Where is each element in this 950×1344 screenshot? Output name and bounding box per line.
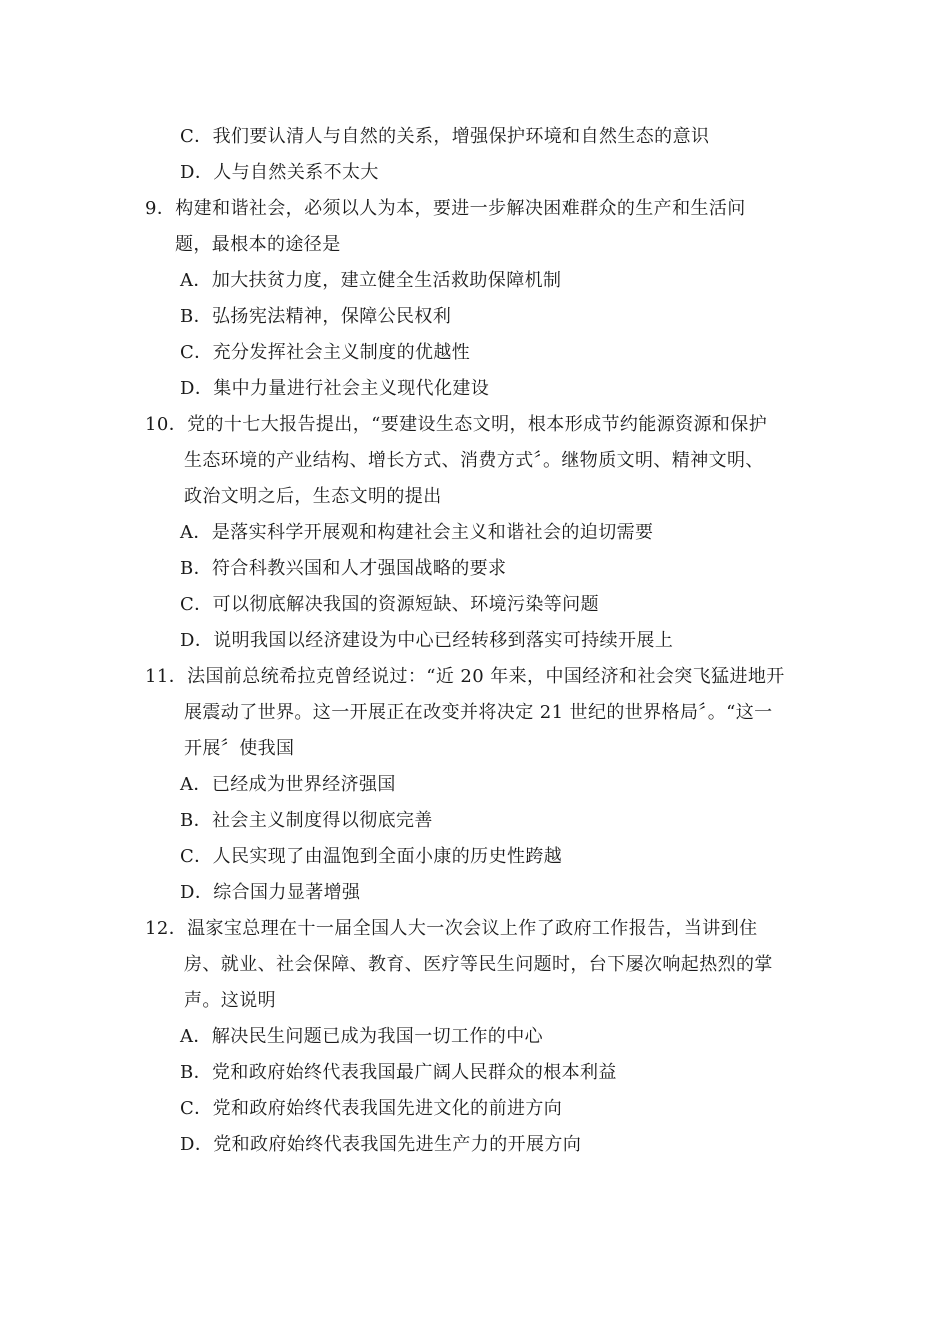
question-stem-text: 展震动了世界。这一开展正在改变并将决定 21 世纪的世界格局〞。“这一 [184,702,773,723]
question-number: 10． [145,414,188,435]
option-text: 社会主义制度得以彻底完善 [212,810,433,831]
option-letter: C． [180,342,213,363]
question-number: 12． [145,918,188,939]
option-letter: A． [180,270,212,291]
question-stem-line [184,449,764,473]
option-letter: C． [180,126,213,147]
option-text: 人民实现了由温饱到全面小康的历史性跨越 [212,846,563,867]
question-stem-line [145,197,746,221]
option-line [180,521,653,545]
question-stem-line [184,737,294,761]
option-line [180,341,470,365]
option-letter: A． [180,1026,212,1047]
option-text: 说明我国以经济建设为中心已经转移到落实可持续开展上 [213,630,674,651]
question-number: 9． [145,198,176,219]
option-letter: A． [180,774,212,795]
question-stem-text: 法国前总统希拉克曾经说过：“近 20 年来，中国经济和社会突飞猛进地开 [187,666,785,687]
option-letter: D． [180,882,214,903]
option-letter: D． [180,162,214,183]
option-text: 可以彻底解决我国的资源短缺、环境污染等问题 [212,594,599,615]
option-text: 党和政府始终代表我国最广阔人民群众的根本利益 [212,1062,617,1083]
option-line [180,125,709,149]
question-stem-line [145,917,758,941]
option-line [180,1061,617,1085]
option-letter: B． [180,1062,213,1083]
question-stem-text: 构建和谐社会，必须以人为本，要进一步解决困难群众的生产和生活问 [175,198,746,219]
option-line [180,1097,562,1121]
option-text: 集中力量进行社会主义现代化建设 [213,378,490,399]
question-stem-text: 党的十七大报告提出，“要建设生态文明，根本形成节约能源资源和保护 [187,414,768,435]
option-line [180,557,506,581]
question-stem-text: 题，最根本的途径是 [175,234,341,255]
option-text: 解决民生问题已成为我国一切工作的中心 [211,1026,544,1047]
option-text: 已经成为世界经济强国 [211,774,396,795]
question-stem-text: 温家宝总理在十一届全国人大一次会议上作了政府工作报告，当讲到住 [187,918,758,939]
option-letter: A． [180,522,212,543]
question-stem-text: 开展〞使我国 [184,738,295,759]
option-line [180,269,561,293]
option-letter: D． [180,630,214,651]
question-stem-line [145,665,785,689]
option-line [180,1025,543,1049]
option-text: 弘扬宪法精神，保障公民权利 [212,306,452,327]
option-text: 加大扶贫力度，建立健全生活救助保障机制 [211,270,562,291]
question-stem-text: 政治文明之后，生态文明的提出 [184,486,442,507]
option-text: 综合国力显著增强 [213,882,361,903]
option-letter: C． [180,846,213,867]
question-stem-line [184,701,773,725]
option-letter: C． [180,594,213,615]
option-text: 是落实科学开展观和构建社会主义和谐社会的迫切需要 [211,522,654,543]
question-stem-text: 房、就业、社会保障、教育、医疗等民生问题时，台下屡次响起热烈的掌 [184,954,773,975]
question-stem-line [175,233,341,257]
option-letter: D． [180,378,214,399]
question-stem-text: 生态环境的产业结构、增长方式、消费方式〞。继物质文明、精神文明、 [184,450,764,471]
option-text: 符合科教兴国和人才强国战略的要求 [212,558,507,579]
option-letter: D． [180,1134,214,1155]
option-text: 人与自然关系不太大 [213,162,379,183]
question-stem-text: 声。这说明 [184,990,276,1011]
option-text: 我们要认清人与自然的关系，增强保护环境和自然生态的意识 [212,126,710,147]
option-line [180,773,396,797]
option-letter: B． [180,306,213,327]
option-line [180,809,433,833]
option-text: 党和政府始终代表我国先进文化的前进方向 [212,1098,563,1119]
question-number: 11． [145,666,188,687]
question-stem-line [184,989,276,1013]
option-line [180,629,673,653]
option-line [180,593,599,617]
option-line [180,881,360,905]
option-line [180,1133,581,1157]
option-line [180,161,379,185]
option-letter: B． [180,810,213,831]
option-letter: C． [180,1098,213,1119]
question-stem-line [145,413,767,437]
question-stem-line [184,485,442,509]
option-line [180,305,451,329]
question-stem-line [184,953,773,977]
option-line [180,845,562,869]
option-text: 充分发挥社会主义制度的优越性 [212,342,471,363]
option-line [180,377,489,401]
option-letter: B． [180,558,213,579]
option-text: 党和政府始终代表我国先进生产力的开展方向 [213,1134,582,1155]
